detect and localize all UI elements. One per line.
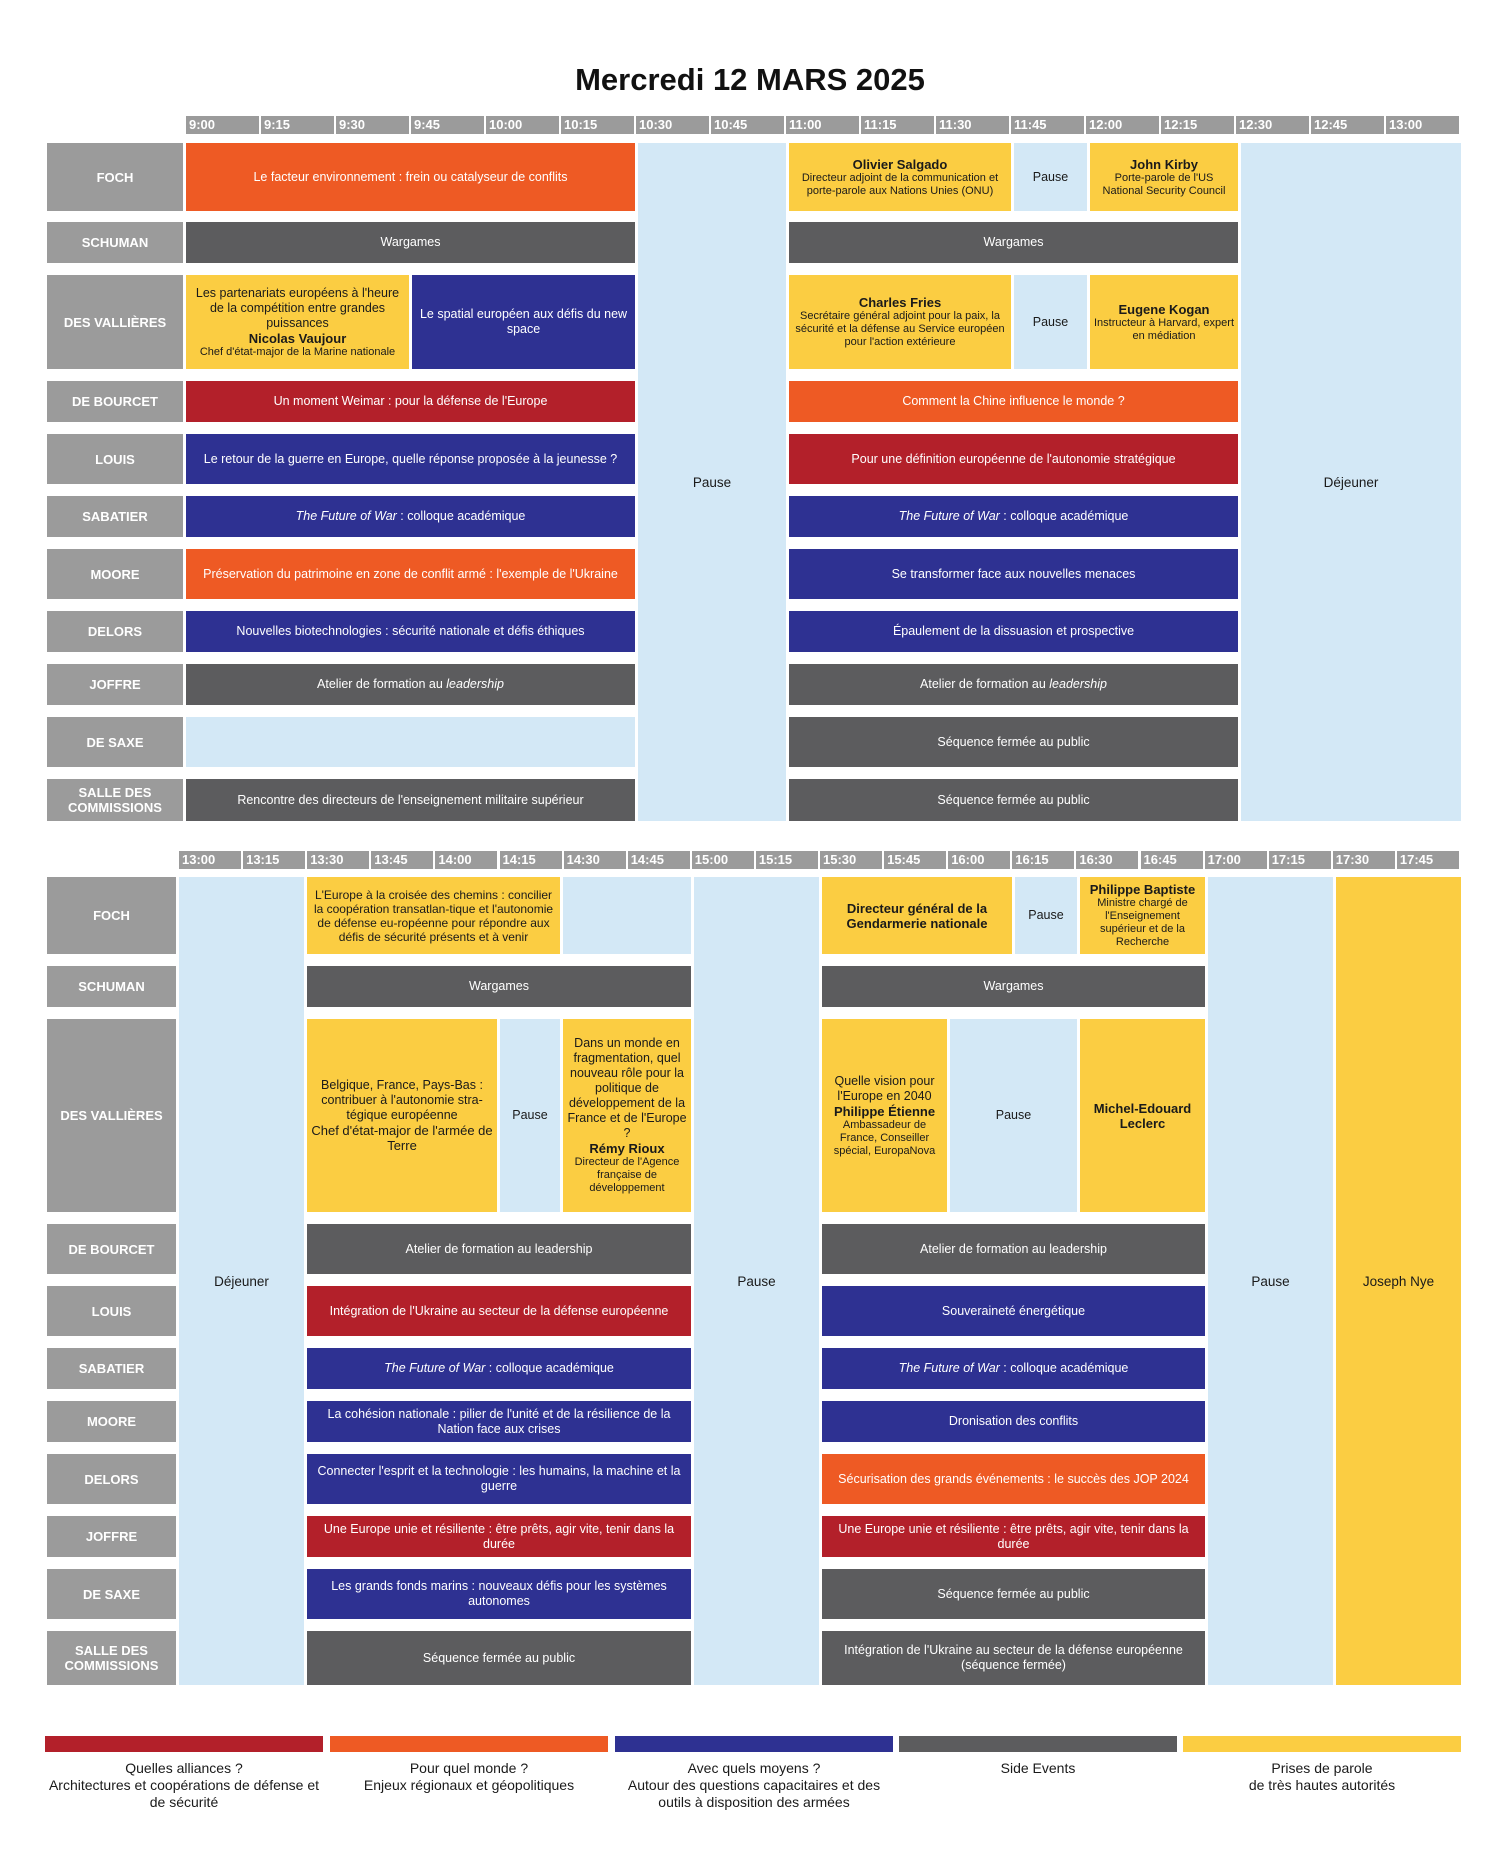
session-delors-jop[interactable]: Sécurisation des grands événements : le succès des JOP 2024 xyxy=(822,1454,1205,1504)
time-slot-label: 15:45 xyxy=(884,851,948,869)
time-slot-label: 12:30 xyxy=(1236,116,1311,134)
room-label: DE SAXE xyxy=(47,1569,176,1619)
time-slot-label: 16:45 xyxy=(1141,851,1205,869)
legend-line2: Architectures et coopérations de défense et de sécurité xyxy=(48,1777,320,1810)
dejeuner-block-1: Déjeuner xyxy=(1241,143,1461,821)
session-bourcet-leadership-evening[interactable]: Atelier de formation au leadership xyxy=(822,1224,1205,1274)
foch-gap-1445 xyxy=(563,877,691,954)
time-slot-label: 10:15 xyxy=(561,116,636,134)
session-foch-salgado[interactable]: Olivier Salgado Directeur adjoint de la communication et porte-parole aux Nations Unies (ONU) xyxy=(789,143,1011,211)
legend-swatch xyxy=(1183,1736,1461,1752)
session-vallieres-rioux[interactable]: Dans un monde en fragmentation, quel nouveau rôle pour la politique de développement de la France et de l'Europe ? Rémy Rioux Directeur de l'Agence française de développement xyxy=(563,1019,691,1212)
room-label: LOUIS xyxy=(47,1286,176,1336)
time-slot-label: 9:30 xyxy=(336,116,411,134)
session-commissions-ukraine[interactable]: Intégration de l'Ukraine au secteur de la défense européenne (séquence fermée) xyxy=(822,1631,1205,1685)
session-vallieres-partenariats[interactable]: Les partenariats européens à l'heure de la compétition entre grandes puissances Nicolas Vaujour Chef d'état-major de la Marine nationale xyxy=(186,275,409,369)
room-label: FOCH xyxy=(47,877,176,954)
time-slot-label: 13:15 xyxy=(243,851,307,869)
room-label: FOCH xyxy=(47,143,183,211)
legend-label xyxy=(899,1760,1177,1777)
time-slot-label: 14:15 xyxy=(500,851,564,869)
pause-vallieres-1415: Pause xyxy=(500,1019,560,1212)
session-joffre-europe-unie-pm[interactable]: Une Europe unie et résiliente : être prêts, agir vite, tenir dans la durée xyxy=(307,1516,691,1557)
room-label: DELORS xyxy=(47,611,183,652)
session-desaxe-fonds-marins[interactable]: Les grands fonds marins : nouveaux défis pour les systèmes autonomes xyxy=(307,1569,691,1619)
time-slot-label: 15:30 xyxy=(820,851,884,869)
time-slot-label: 17:30 xyxy=(1333,851,1397,869)
session-vallieres-etienne[interactable]: Quelle vision pour l'Europe en 2040 Philippe Étienne Ambassadeur de France, Conseiller spécial, EuropaNova xyxy=(822,1019,947,1212)
session-commissions-fermee[interactable]: Séquence fermée au public xyxy=(789,779,1238,821)
session-vallieres-fries[interactable]: Charles Fries Secrétaire général adjoint pour la paix, la sécurité et la défense au Service européen pour l'action extérieure xyxy=(789,275,1011,369)
session-vallieres-spatial[interactable]: Le spatial européen aux défis du new space xyxy=(412,275,635,369)
session-desaxe-fermee[interactable]: Séquence fermée au public xyxy=(789,717,1238,767)
session-foch-gendarmerie[interactable]: Directeur général de la Gendarmerie nationale xyxy=(822,877,1012,954)
legend-label xyxy=(1183,1760,1461,1794)
session-bourcet-chine[interactable]: Comment la Chine influence le monde ? xyxy=(789,381,1238,422)
time-slot-label: 16:15 xyxy=(1012,851,1076,869)
time-slot-label: 10:45 xyxy=(711,116,786,134)
legend-label xyxy=(45,1760,323,1811)
time-slot-label: 11:30 xyxy=(936,116,1011,134)
session-schuman-wargames-pm[interactable]: Wargames xyxy=(307,966,691,1007)
room-label: SALLE DES COMMISSIONS xyxy=(47,779,183,821)
pause-block-afternoon: Pause xyxy=(694,877,819,1685)
session-schuman-wargames-am[interactable]: Wargames xyxy=(186,222,635,263)
time-slot-label: 16:00 xyxy=(948,851,1012,869)
session-foch-kirby[interactable]: John Kirby Porte-parole de l'US National Security Council xyxy=(1090,143,1238,211)
room-label: DES VALLIÈRES xyxy=(47,1019,176,1212)
session-moore-cohesion[interactable]: La cohésion nationale : pilier de l'unité et de la résilience de la Nation face aux crises xyxy=(307,1401,691,1442)
room-label: SABATIER xyxy=(47,496,183,537)
time-slot-label: 13:30 xyxy=(307,851,371,869)
time-slot-label: 12:15 xyxy=(1161,116,1236,134)
time-slot-label: 16:30 xyxy=(1076,851,1140,869)
room-label: DE BOURCET xyxy=(47,381,183,422)
room-label: DES VALLIÈRES xyxy=(47,275,183,369)
time-slot-label: 10:00 xyxy=(486,116,561,134)
time-slot-label: 14:45 xyxy=(628,851,692,869)
session-moore-dronisation[interactable]: Dronisation des conflits xyxy=(822,1401,1205,1442)
legend-label xyxy=(615,1760,893,1811)
pause-block-late: Pause xyxy=(1208,877,1333,1685)
legend-line2: Enjeux régionaux et géopolitiques xyxy=(363,1777,575,1793)
room-label: DE BOURCET xyxy=(47,1224,176,1274)
time-slot-label: 15:00 xyxy=(692,851,756,869)
session-louis-jeunesse[interactable]: Le retour de la guerre en Europe, quelle réponse proposée à la jeunesse ? xyxy=(186,434,635,484)
time-slot-label: 14:30 xyxy=(564,851,628,869)
time-slot-label: 17:45 xyxy=(1397,851,1461,869)
pause-vallieres-1145: Pause xyxy=(1014,275,1087,369)
session-schuman-wargames-evening[interactable]: Wargames xyxy=(822,966,1205,1007)
time-slot-label: 12:00 xyxy=(1086,116,1161,134)
pause-vallieres-1600: Pause xyxy=(950,1019,1077,1212)
time-slot-label: 13:00 xyxy=(179,851,243,869)
session-vallieres-benelux[interactable]: Belgique, France, Pays-Bas : contribuer à l'autonomie stra-tégique européenne Chef d'état-major de l'armée de Terre xyxy=(307,1019,497,1212)
legend-label xyxy=(330,1760,608,1794)
room-label: LOUIS xyxy=(47,434,183,484)
legend-swatch xyxy=(615,1736,893,1752)
session-joffre-leadership-late[interactable]: Atelier de formation au leadership xyxy=(789,664,1238,705)
session-desaxe-fermee-pm[interactable]: Séquence fermée au public xyxy=(822,1569,1205,1619)
session-foch-europe-croisee[interactable]: L'Europe à la croisée des chemins : concilier la coopération transatlan-tique et l'autonomie de défense eu-ropéenne pour répondre aux défis de sécurité présents et à venir xyxy=(307,877,560,954)
room-label: MOORE xyxy=(47,1401,176,1442)
legend-line2: de très hautes autorités xyxy=(1248,1777,1396,1793)
time-slot-label: 17:00 xyxy=(1205,851,1269,869)
pause-block-morning: Pause xyxy=(638,143,786,821)
time-slot-label: 10:30 xyxy=(636,116,711,134)
session-sabatier-future-of-war-late[interactable]: The Future of War : colloque académique xyxy=(789,496,1238,537)
session-bourcet-weimar[interactable]: Un moment Weimar : pour la défense de l'Europe xyxy=(186,381,635,422)
legend-line1: Quelles alliances ? xyxy=(125,1760,243,1776)
page-title: Mercredi 12 MARS 2025 xyxy=(575,62,925,97)
time-slot-label: 9:00 xyxy=(186,116,261,134)
session-commissions-fermee-pm[interactable]: Séquence fermée au public xyxy=(307,1631,691,1685)
time-slot-label: 9:45 xyxy=(411,116,486,134)
session-vallieres-leclerc[interactable]: Michel-Edouard Leclerc xyxy=(1080,1019,1205,1212)
session-delors-esprit[interactable]: Connecter l'esprit et la technologie : les humains, la machine et la guerre xyxy=(307,1454,691,1504)
legend-line1: Prises de parole xyxy=(1271,1760,1373,1776)
session-vallieres-kogan[interactable]: Eugene Kogan Instructeur à Harvard, expert en médiation xyxy=(1090,275,1238,369)
legend-line1: Avec quels moyens ? xyxy=(687,1760,821,1776)
time-slot-label: 9:15 xyxy=(261,116,336,134)
time-slot-label: 11:45 xyxy=(1011,116,1086,134)
session-schuman-wargames-late[interactable]: Wargames xyxy=(789,222,1238,263)
session-bourcet-leadership-pm[interactable]: Atelier de formation au leadership xyxy=(307,1224,691,1274)
room-label: SABATIER xyxy=(47,1348,176,1389)
room-label: DELORS xyxy=(47,1454,176,1504)
session-sabatier-future-of-war-evening[interactable]: The Future of War : colloque académique xyxy=(822,1348,1205,1389)
time-slot-label: 15:15 xyxy=(756,851,820,869)
time-slot-label: 11:15 xyxy=(861,116,936,134)
time-slot-label: 11:00 xyxy=(786,116,861,134)
session-moore-patrimoine[interactable]: Préservation du patrimoine en zone de conflit armé : l'exemple de l'Ukraine xyxy=(186,549,635,599)
pause-foch-1615: Pause xyxy=(1015,877,1077,954)
room-label: DE SAXE xyxy=(47,717,183,767)
room-label: JOFFRE xyxy=(47,664,183,705)
pause-foch-1145: Pause xyxy=(1014,143,1087,211)
legend-swatch xyxy=(330,1736,608,1752)
legend-line2: Autour des questions capacitaires et des outils à disposition des armées xyxy=(627,1777,881,1810)
session-louis-ukraine[interactable]: Intégration de l'Ukraine au secteur de la défense européenne xyxy=(307,1286,691,1336)
legend-line1: Pour quel monde ? xyxy=(409,1760,529,1776)
dejeuner-block-2: Déjeuner xyxy=(179,877,304,1685)
session-commissions-directeurs[interactable]: Rencontre des directeurs de l'enseignement militaire supérieur xyxy=(186,779,635,821)
time-slot-label: 12:45 xyxy=(1311,116,1386,134)
session-delors-dissuasion[interactable]: Épaulement de la dissuasion et prospective xyxy=(789,611,1238,652)
legend-swatch xyxy=(45,1736,323,1752)
session-joffre-leadership-am[interactable]: Atelier de formation au leadership xyxy=(186,664,635,705)
session-joffre-europe-unie-evening[interactable]: Une Europe unie et résiliente : être prêts, agir vite, tenir dans la durée xyxy=(822,1516,1205,1557)
room-label: SALLE DES COMMISSIONS xyxy=(47,1631,176,1685)
time-slot-label: 13:00 xyxy=(1386,116,1461,134)
session-louis-energie[interactable]: Souveraineté énergétique xyxy=(822,1286,1205,1336)
room-label: MOORE xyxy=(47,549,183,599)
session-foch-baptiste[interactable]: Philippe Baptiste Ministre chargé de l'Enseignement supérieur et de la Recherche xyxy=(1080,877,1205,954)
session-delors-biotech[interactable]: Nouvelles biotechnologies : sécurité nationale et défis éthiques xyxy=(186,611,635,652)
empty-slot-desaxe xyxy=(186,717,635,767)
time-slot-label: 17:15 xyxy=(1269,851,1333,869)
session-sabatier-future-of-war-am[interactable]: The Future of War : colloque académique xyxy=(186,496,635,537)
room-label: SCHUMAN xyxy=(47,966,176,1007)
room-label: SCHUMAN xyxy=(47,222,183,263)
legend-line1: Side Events xyxy=(1000,1760,1076,1776)
session-joseph-nye[interactable]: Joseph Nye xyxy=(1336,877,1461,1685)
session-foch-environnement[interactable]: Le facteur environnement : frein ou catalyseur de conflits xyxy=(186,143,635,211)
time-slot-label: 13:45 xyxy=(371,851,435,869)
legend-swatch xyxy=(899,1736,1177,1752)
session-louis-autonomie[interactable]: Pour une définition européenne de l'autonomie stratégique xyxy=(789,434,1238,484)
time-slot-label: 14:00 xyxy=(435,851,499,869)
session-moore-menaces[interactable]: Se transformer face aux nouvelles menaces xyxy=(789,549,1238,599)
session-sabatier-future-of-war-pm[interactable]: The Future of War : colloque académique xyxy=(307,1348,691,1389)
room-label: JOFFRE xyxy=(47,1516,176,1557)
